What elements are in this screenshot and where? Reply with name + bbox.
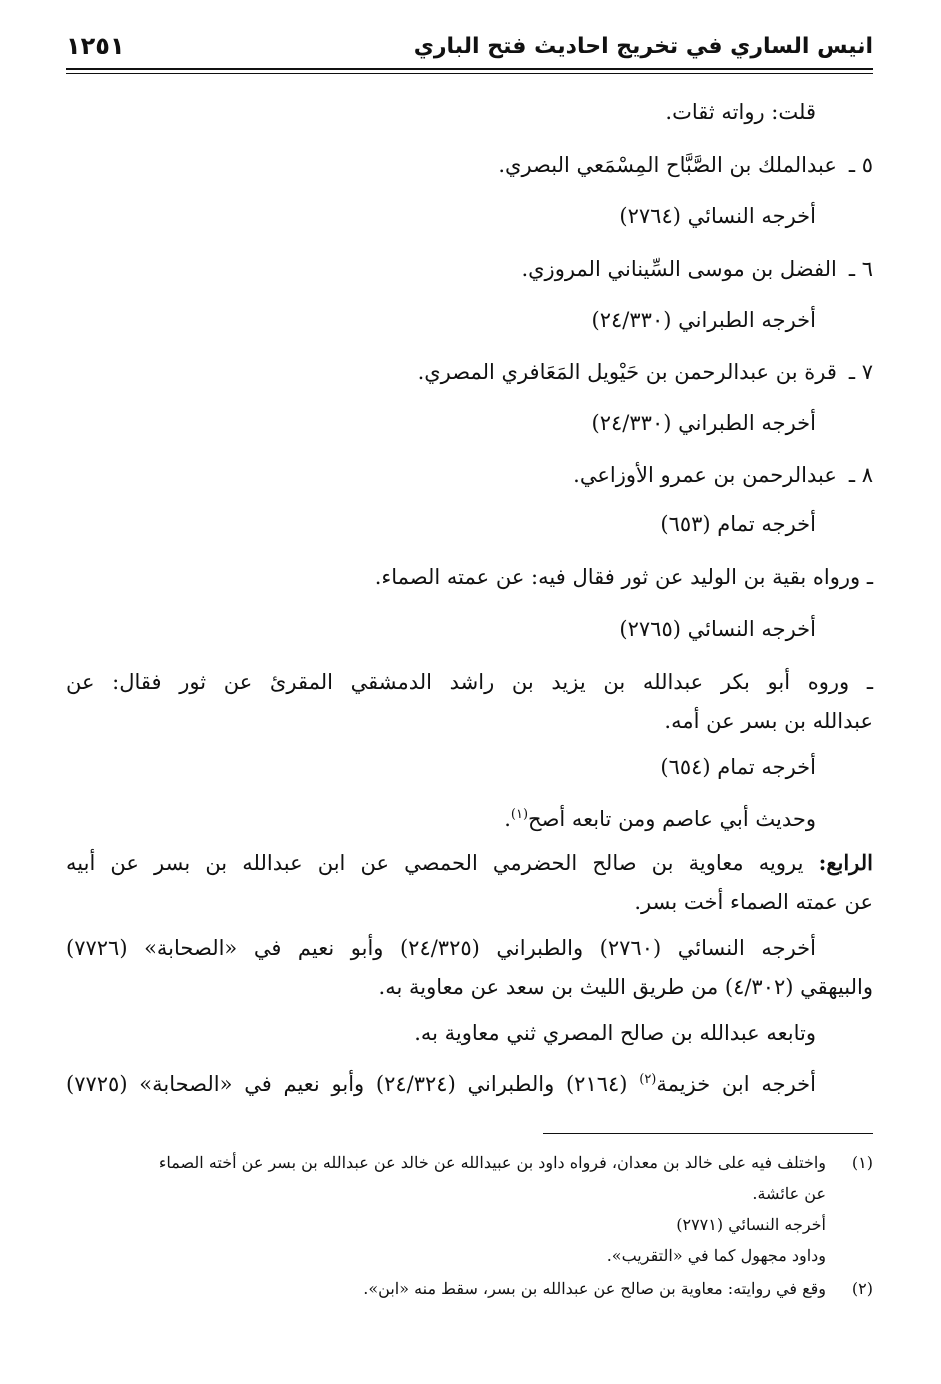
narrator-name: عبدالرحمن بن عمرو الأوزاعي. — [573, 463, 837, 487]
text-span: أخرجه ابن خزيمة — [656, 1072, 816, 1096]
footnote-2-line: وقع في روايته: معاوية بن صالح عن عبدالله بن بسر، سقط منه «ابن». — [363, 1279, 826, 1298]
text-line — [504, 800, 816, 834]
footnote-number: (١) — [851, 1153, 873, 1172]
page-header — [66, 34, 873, 70]
footnote-1-line: عن عائشة. — [752, 1184, 826, 1203]
text-line: وتابعه عبدالله بن صالح المصري ثني معاوية به. — [414, 1021, 816, 1045]
text-line: عبدالله بن بسر عن أمه. — [664, 709, 873, 733]
text-line: أخرجه النسائي (٢٧٦٠) والطبراني (٢٤/٣٢٥) وأبو نعيم في «الصحابة» (٧٧٢٦) — [66, 936, 816, 960]
footnote-ref-2[interactable]: (٢) — [639, 1072, 657, 1087]
text-line: أخرجه النسائي (٢٧٦٤) — [619, 204, 816, 228]
list-item-5 — [498, 150, 873, 180]
list-item-6 — [521, 254, 873, 284]
footnote-separator — [543, 1133, 873, 1134]
text-line: قلت: رواته ثقات. — [665, 100, 816, 124]
text-line: والبيهقي (٤/٣٠٢) من طريق الليث بن سعد عن معاوية به. — [378, 975, 873, 999]
page-number: ١٢٥١ — [66, 32, 125, 60]
footnote-ref-1[interactable]: (١) — [510, 807, 529, 822]
text-line: أخرجه تمام (٦٥٣) — [660, 512, 816, 536]
narrator-name: الفضل بن موسى السِّيناني المروزي. — [521, 257, 837, 281]
footnote-1-line: وداود مجهول كما في «التقريب». — [606, 1246, 826, 1265]
header-rule-thin — [66, 73, 873, 74]
text-line: أخرجه الطبراني (٢٤/٣٣٠) — [591, 308, 816, 332]
text-span: وحديث أبي عاصم ومن تابعه أصح — [528, 807, 816, 831]
narrator-name: عبدالملك بن الصَّبَّاح المِسْمَعي البصري. — [498, 153, 837, 177]
text-line — [66, 1065, 816, 1099]
item-number: ٥ ـ — [848, 153, 873, 177]
running-title: انيس الساري في تخريج احاديث فتح الباري — [413, 34, 873, 59]
text-span: يرويه معاوية بن صالح الحضرمي الحمصي عن ابن عبدالله بن بسر عن أبيه — [66, 851, 819, 875]
item-number: ٦ ـ — [848, 257, 873, 281]
item-number: ٨ ـ — [848, 463, 873, 487]
list-item-7 — [418, 357, 873, 387]
text-line: أخرجه تمام (٦٥٤) — [660, 755, 816, 779]
header-rule — [66, 68, 873, 70]
footnote-1-line: أخرجه النسائي (٢٧٧١) — [676, 1215, 826, 1234]
footnote-1-line: واختلف فيه على خالد بن معدان، فرواه داود بن عبيدالله عن خالد عن عبدالله بن بسر عن أخته الصماء — [158, 1153, 826, 1172]
text-line: ـ وروه أبو بكر عبدالله بن يزيد بن راشد الدمشقي المقرئ عن ثور فقال: عن — [66, 670, 873, 694]
text-span: (٢١٦٤) والطبراني (٢٤/٣٢٤) وأبو نعيم في «الصحابة» (٧٧٢٥) — [66, 1072, 640, 1096]
section-label: الرابع: — [818, 850, 873, 875]
text-line: عن عمته الصماء أخت بسر. — [634, 890, 873, 914]
text-span: . — [504, 807, 511, 831]
text-line: أخرجه الطبراني (٢٤/٣٣٠) — [591, 411, 816, 435]
footnote-number: (٢) — [851, 1279, 873, 1298]
item-number: ٧ ـ — [848, 360, 873, 384]
list-item-8 — [573, 460, 873, 490]
text-line: ـ ورواه بقية بن الوليد عن ثور فقال فيه: عن عمته الصماء. — [374, 565, 873, 589]
narrator-name: قرة بن عبدالرحمن بن حَيْويل المَعَافري المصري. — [417, 360, 837, 384]
text-line: أخرجه النسائي (٢٧٦٥) — [619, 617, 816, 641]
text-line — [66, 848, 873, 878]
